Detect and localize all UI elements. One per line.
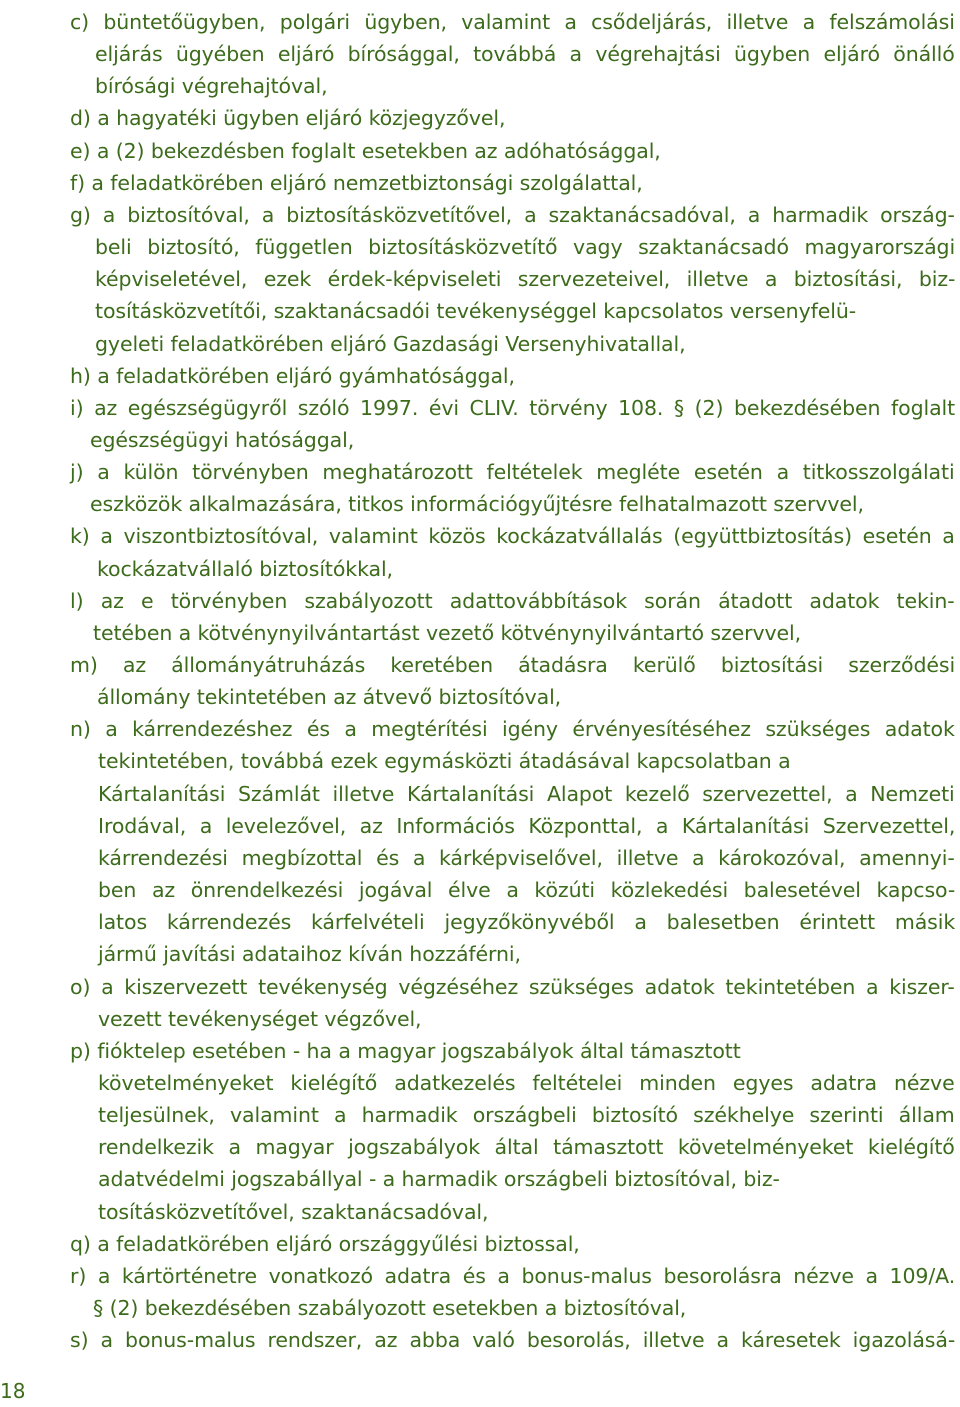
- text-line: q) a feladatkörében eljáró országgyűlési biztossal,: [70, 1232, 580, 1256]
- text-line: eszközök alkalmazására, titkos információgyűjtésre felhatalmazott szervvel,: [90, 492, 864, 516]
- text-line: c) büntetőügyben, polgári ügyben, valamint a csődeljárás, illetve a felszámolási: [70, 10, 955, 34]
- text-line: eljárás ügyében eljáró bírósággal, továbbá a végrehajtási ügyben eljáró önálló: [95, 42, 955, 66]
- text-line: d) a hagyatéki ügyben eljáró közjegyzővel,: [70, 106, 506, 130]
- text-line: teljesülnek, valamint a harmadik országbeli biztosító székhelye szerinti állam: [98, 1103, 955, 1127]
- text-line: tekintetében, továbbá ezek egymásközti átadásával kapcsolatban a: [98, 749, 791, 773]
- text-line: m) az állományátruházás keretében átadásra kerülő biztosítási szerződési: [70, 653, 956, 677]
- text-line: r) a kártörténetre vonatkozó adatra és a bonus-malus besorolásra nézve a 109/A.: [70, 1264, 956, 1288]
- text-line: állomány tekintetében az átvevő biztosítóval,: [97, 685, 562, 709]
- text-line: Irodával, a levelezővel, az Információs Központtal, a Kártalanítási Szervezettel,: [98, 814, 956, 838]
- text-line: Kártalanítási Számlát illetve Kártalanítási Alapot kezelő szervezettel, a Nemzeti: [98, 782, 955, 806]
- text-line: j) a külön törvényben meghatározott feltételek megléte esetén a titkosszolgálati: [70, 460, 955, 484]
- text-line: tosításközvetítői, szaktanácsadói tevékenységgel kapcsolatos versenyfelü-: [95, 299, 857, 323]
- text-line: egészségügyi hatósággal,: [90, 428, 355, 452]
- text-line: adatvédelmi jogszabállyal - a harmadik országbeli biztosítóval, biz-: [98, 1167, 780, 1191]
- text-line: vezett tevékenységet végzővel,: [98, 1007, 422, 1031]
- text-line: g) a biztosítóval, a biztosításközvetítővel, a szaktanácsadóval, a harmadik ország-: [70, 203, 955, 227]
- text-line: beli biztosító, független biztosításközvetítő vagy szaktanácsadó magyarországi: [95, 235, 956, 259]
- text-line: gyeleti feladatkörében eljáró Gazdasági Versenyhivatallal,: [95, 332, 686, 356]
- text-line: ben az önrendelkezési jogával élve a közúti közlekedési balesetével kapcso-: [98, 878, 956, 902]
- text-line: kárrendezési megbízottal és a kárképviselővel, illetve a károkozóval, amennyi-: [98, 846, 955, 870]
- text-line: tosításközvetítővel, szaktanácsadóval,: [98, 1200, 489, 1224]
- text-line: l) az e törvényben szabályozott adattovábbítások során átadott adatok tekin-: [70, 589, 955, 613]
- text-line: kockázatvállaló biztosítókkal,: [97, 557, 393, 581]
- page-number: 18: [0, 1379, 26, 1403]
- text-line: n) a kárrendezéshez és a megtérítési igény érvényesítéséhez szükséges adatok: [70, 717, 955, 741]
- text-line: latos kárrendezés kárfelvételi jegyzőkönyvéből a balesetben érintett másik: [98, 910, 956, 934]
- text-line: képviseletével, ezek érdek-képviseleti szervezeteivel, illetve a biztosítási, biz-: [95, 267, 956, 291]
- text-line: tetében a kötvénynyilvántartást vezető kötvénynyilvántartó szervvel,: [93, 621, 802, 645]
- text-line: f) a feladatkörében eljáró nemzetbiztonsági szolgálattal,: [70, 171, 643, 195]
- text-line: i) az egészségügyről szóló 1997. évi CLIV. törvény 108. § (2) bekezdésében foglalt: [70, 396, 956, 420]
- text-line: § (2) bekezdésében szabályozott esetekben a biztosítóval,: [93, 1296, 687, 1320]
- text-line: o) a kiszervezett tevékenység végzéséhez szükséges adatok tekintetében a kiszer-: [70, 975, 955, 999]
- text-line: követelményeket kielégítő adatkezelés feltételei minden egyes adatra nézve: [98, 1071, 955, 1095]
- text-line: bírósági végrehajtóval,: [95, 74, 328, 98]
- text-line: h) a feladatkörében eljáró gyámhatósággal,: [70, 364, 515, 388]
- text-line: jármű javítási adataihoz kíván hozzáférni,: [98, 942, 521, 966]
- text-line: e) a (2) bekezdésben foglalt esetekben az adóhatósággal,: [70, 139, 661, 163]
- text-line: rendelkezik a magyar jogszabályok által támasztott követelményeket kielégítő: [98, 1135, 955, 1159]
- text-line: k) a viszontbiztosítóval, valamint közös kockázatvállalás (együttbiztosítás) esetén a: [70, 524, 955, 548]
- text-line: p) fióktelep esetében - ha a magyar jogszabályok által támasztott: [70, 1039, 741, 1063]
- text-line: s) a bonus-malus rendszer, az abba való besorolás, illetve a káresetek igazolásá-: [70, 1328, 956, 1352]
